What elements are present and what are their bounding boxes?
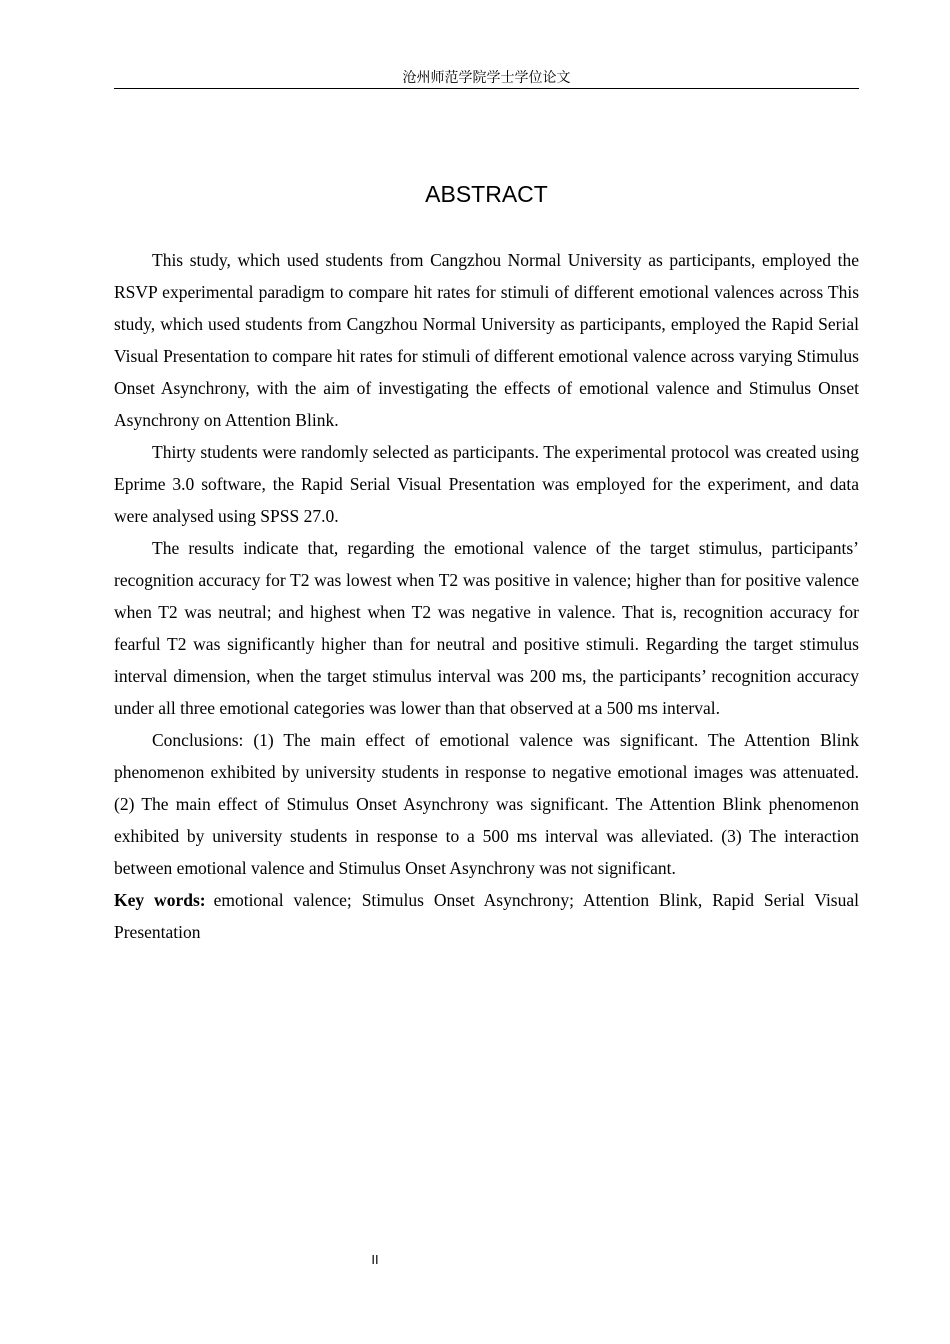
keywords-text: emotional valence; Stimulus Onset Asynchrony; Attention Blink, Rapid Serial Visual Presentation [114, 890, 859, 942]
abstract-paragraph-4: Conclusions: (1) The main effect of emotional valence was significant. The Attention Blink phenomenon exhibited by university students in response to negative emotional images was attenuated. (2) The main effect of Stimulus Onset Asynchrony was significant. The Attention Blink phenomenon exhibited by university students in response to a 500 ms interval was alleviated. (3) The interaction between emotional valence and Stimulus Onset Asynchrony was not significant. [114, 730, 859, 878]
abstract-paragraph-1: This study, which used students from Cangzhou Normal University as participants, employed the RSVP experimental paradigm to compare hit rates for stimuli of different emotional valences across This study, which used students from Cangzhou Normal University as participants, employed the Rapid Serial Visual Presentation to compare hit rates for stimuli of different emotional valence across varying Stimulus Onset Asynchrony, with the aim of investigating the effects of emotional valence and Stimulus Onset Asynchrony on Attention Blink. [114, 250, 859, 430]
page-number: II [371, 1252, 379, 1267]
page-header [114, 68, 859, 89]
abstract-paragraph-2: Thirty students were randomly selected as participants. The experimental protocol was created using Eprime 3.0 software, the Rapid Serial Visual Presentation was employed for the experiment, and data were analysed using SPSS 27.0. [114, 442, 859, 526]
keywords [114, 884, 859, 948]
header-title: 沧州师范学院学士学位论文 [402, 70, 571, 86]
abstract-title: ABSTRACT [425, 181, 548, 207]
keywords-label: Key words: [114, 890, 206, 910]
abstract-paragraph-3: The results indicate that, regarding the emotional valence of the target stimulus, participants’ recognition accuracy for T2 was lowest when T2 was positive in valence; higher than for positive valence when T2 was neutral; and highest when T2 was negative in valence. That is, recognition accuracy for fearful T2 was significantly higher than for neutral and positive stimuli. Regarding the target stimulus interval dimension, when the target stimulus interval was 200 ms, the participants’ recognition accuracy under all three emotional categories was lower than that observed at a 500 ms interval. [114, 538, 859, 718]
abstract-body [114, 244, 859, 948]
